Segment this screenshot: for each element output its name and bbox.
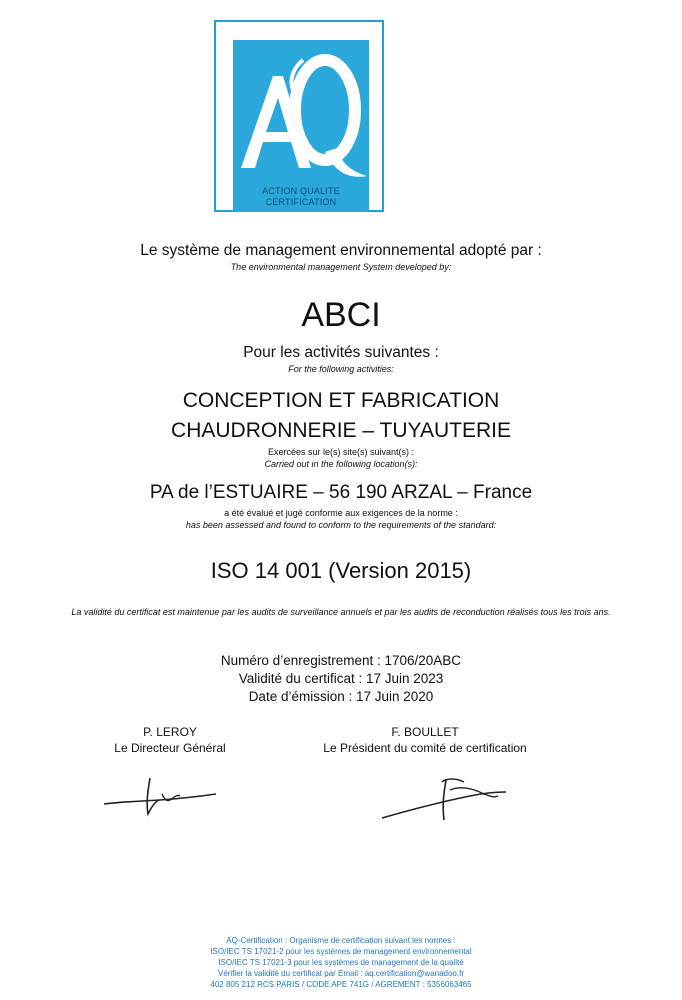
aq-logo-mark <box>233 40 369 190</box>
issue-date: Date d’émission : 17 Juin 2020 <box>248 689 434 704</box>
signatory-name: P. LEROY <box>143 725 197 739</box>
company-name: ABCI <box>301 296 381 334</box>
sites-intro-fr: Exercées sur le(s) site(s) suivant(s) : <box>267 447 415 457</box>
footer-line: Vérifier la validité du certificat par Email : aq.certification@wanadoo.fr <box>217 969 464 978</box>
activity-line: CHAUDRONNERIE – TUYAUTERIE <box>171 419 511 442</box>
assessed-intro-fr: a été évalué et jugé conforme aux exigences de la norme : <box>224 508 458 518</box>
intro-en: The environmental management System developed by: <box>230 262 452 272</box>
logo-caption-line2: CERTIFICATION <box>265 197 337 207</box>
certificate-validity: Validité du certificat : 17 Juin 2023 <box>238 671 444 686</box>
activity-line: CONCEPTION ET FABRICATION <box>182 389 500 412</box>
sites-intro-en: Carried out in the following location(s): <box>264 459 418 469</box>
signatory-name: F. BOULLET <box>391 725 459 739</box>
signature-leroy <box>100 770 220 820</box>
validity-note: La validité du certificat est maintenue par les audits de surveillance annuels et par les audits de reconduction réalisés tous les trois ans. <box>71 607 611 617</box>
standard-name: ISO 14 001 (Version 2015) <box>210 558 472 583</box>
logo-caption-line1: ACTION QUALITE <box>262 186 340 196</box>
site-address: PA de l’ESTUAIRE – 56 190 ARZAL – France <box>149 482 533 503</box>
signatory-right <box>300 725 550 755</box>
intro-fr: Le système de management environnemental adopté par : <box>140 242 542 259</box>
signatory-left <box>70 725 270 755</box>
signatory-title: Le Président du comité de certification <box>323 741 527 755</box>
assessed-intro-en: has been assessed and found to conform to the requirements of the standard: <box>185 520 497 530</box>
footer-line: 402 805 212 RCS PARIS / CODE APE 741G / AGREMENT : 5356063465 <box>210 980 472 989</box>
footer-line: AQ-Certification : Organisme de certification suivant les normes : <box>226 936 456 945</box>
activities-intro-fr: Pour les activités suivantes : <box>243 344 439 361</box>
footer-line: ISO/IEC TS 17021-2 pour les systèmes de management environnemental <box>210 947 472 956</box>
footer-line: ISO/IEC TS 17021-3 pour les systèmes de management de la qualité <box>218 958 464 967</box>
activities-intro-en: For the following activities: <box>288 364 394 374</box>
registration-number: Numéro d’enregistrement : 1706/20ABC <box>220 653 462 668</box>
signature-boullet <box>380 772 510 824</box>
signatory-title: Le Directeur Général <box>114 741 226 755</box>
